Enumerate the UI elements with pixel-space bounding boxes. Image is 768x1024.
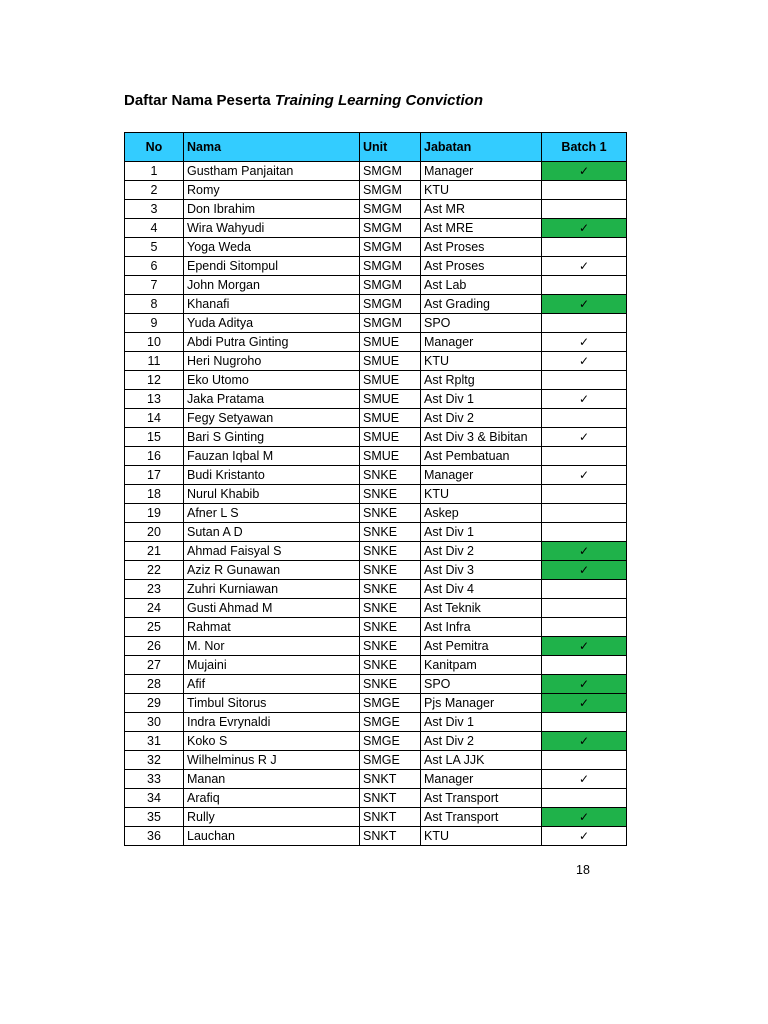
cell-unit: SNKE bbox=[360, 523, 421, 542]
table-row bbox=[125, 751, 627, 770]
cell-batch bbox=[542, 523, 627, 542]
cell-batch bbox=[542, 580, 627, 599]
checkmark-icon: ✓ bbox=[578, 696, 590, 710]
checkmark-icon: ✓ bbox=[578, 468, 590, 482]
cell-nama: Yuda Aditya bbox=[184, 314, 360, 333]
cell-unit: SMGM bbox=[360, 238, 421, 257]
cell-unit: SNKE bbox=[360, 599, 421, 618]
cell-nama: M. Nor bbox=[184, 637, 360, 656]
cell-nama: Rully bbox=[184, 808, 360, 827]
checkmark-icon: ✓ bbox=[578, 164, 590, 178]
cell-batch bbox=[542, 504, 627, 523]
title-italic: Training Learning Conviction bbox=[274, 92, 483, 109]
cell-nama: Sutan A D bbox=[184, 523, 360, 542]
cell-no: 33 bbox=[125, 770, 184, 789]
cell-unit: SMGM bbox=[360, 181, 421, 200]
cell-nama: Wira Wahyudi bbox=[184, 219, 360, 238]
cell-nama: Jaka Pratama bbox=[184, 390, 360, 409]
cell-no: 34 bbox=[125, 789, 184, 808]
cell-batch bbox=[542, 618, 627, 637]
cell-nama: Gustham Panjaitan bbox=[184, 162, 360, 181]
cell-batch bbox=[542, 713, 627, 732]
cell-jabatan: KTU bbox=[421, 352, 542, 371]
cell-nama: Manan bbox=[184, 770, 360, 789]
cell-batch bbox=[542, 390, 627, 409]
cell-nama: Lauchan bbox=[184, 827, 360, 846]
checkmark-icon: ✓ bbox=[578, 544, 590, 558]
table-body bbox=[125, 162, 627, 846]
cell-batch bbox=[542, 466, 627, 485]
cell-no: 7 bbox=[125, 276, 184, 295]
cell-no: 20 bbox=[125, 523, 184, 542]
cell-nama: Budi Kristanto bbox=[184, 466, 360, 485]
cell-jabatan: Kanitpam bbox=[421, 656, 542, 675]
cell-unit: SMGE bbox=[360, 713, 421, 732]
cell-nama: Wilhelminus R J bbox=[184, 751, 360, 770]
cell-batch bbox=[542, 219, 627, 238]
cell-unit: SMUE bbox=[360, 371, 421, 390]
cell-batch bbox=[542, 447, 627, 466]
cell-jabatan: Ast Proses bbox=[421, 238, 542, 257]
table-row bbox=[125, 656, 627, 675]
cell-no: 1 bbox=[125, 162, 184, 181]
cell-unit: SNKE bbox=[360, 504, 421, 523]
cell-jabatan: Ast Div 2 bbox=[421, 542, 542, 561]
cell-unit: SNKE bbox=[360, 466, 421, 485]
cell-nama: Afif bbox=[184, 675, 360, 694]
cell-unit: SMGM bbox=[360, 314, 421, 333]
cell-no: 26 bbox=[125, 637, 184, 656]
cell-unit: SNKT bbox=[360, 770, 421, 789]
checkmark-icon: ✓ bbox=[578, 259, 590, 273]
cell-nama: Indra Evrynaldi bbox=[184, 713, 360, 732]
checkmark-icon: ✓ bbox=[578, 392, 590, 406]
cell-no: 27 bbox=[125, 656, 184, 675]
cell-nama: John Morgan bbox=[184, 276, 360, 295]
cell-no: 4 bbox=[125, 219, 184, 238]
cell-jabatan: KTU bbox=[421, 485, 542, 504]
cell-no: 28 bbox=[125, 675, 184, 694]
cell-unit: SNKE bbox=[360, 542, 421, 561]
cell-unit: SMUE bbox=[360, 352, 421, 371]
cell-unit: SNKT bbox=[360, 808, 421, 827]
cell-jabatan: Ast Pembatuan bbox=[421, 447, 542, 466]
cell-batch bbox=[542, 789, 627, 808]
cell-unit: SNKE bbox=[360, 485, 421, 504]
cell-no: 25 bbox=[125, 618, 184, 637]
title-prefix: Daftar Nama Peserta bbox=[124, 92, 271, 109]
table-row bbox=[125, 580, 627, 599]
cell-nama: Abdi Putra Ginting bbox=[184, 333, 360, 352]
cell-batch bbox=[542, 295, 627, 314]
cell-batch bbox=[542, 276, 627, 295]
cell-jabatan: KTU bbox=[421, 181, 542, 200]
cell-nama: Heri Nugroho bbox=[184, 352, 360, 371]
cell-unit: SMGM bbox=[360, 200, 421, 219]
cell-no: 13 bbox=[125, 390, 184, 409]
checkmark-icon: ✓ bbox=[578, 221, 590, 235]
participant-table bbox=[124, 132, 627, 846]
table-row bbox=[125, 466, 627, 485]
cell-nama: Yoga Weda bbox=[184, 238, 360, 257]
cell-no: 5 bbox=[125, 238, 184, 257]
table-row bbox=[125, 333, 627, 352]
cell-jabatan: Manager bbox=[421, 333, 542, 352]
cell-nama: Zuhri Kurniawan bbox=[184, 580, 360, 599]
checkmark-icon: ✓ bbox=[578, 639, 590, 653]
cell-batch bbox=[542, 314, 627, 333]
cell-nama: Arafiq bbox=[184, 789, 360, 808]
cell-no: 31 bbox=[125, 732, 184, 751]
table-row bbox=[125, 808, 627, 827]
cell-jabatan: Ast Transport bbox=[421, 789, 542, 808]
cell-unit: SMGE bbox=[360, 732, 421, 751]
cell-no: 36 bbox=[125, 827, 184, 846]
cell-jabatan: Manager bbox=[421, 466, 542, 485]
cell-unit: SNKE bbox=[360, 656, 421, 675]
cell-nama: Eko Utomo bbox=[184, 371, 360, 390]
cell-batch bbox=[542, 827, 627, 846]
cell-jabatan: SPO bbox=[421, 675, 542, 694]
cell-jabatan: Ast Lab bbox=[421, 276, 542, 295]
table-row bbox=[125, 238, 627, 257]
cell-nama: Khanafi bbox=[184, 295, 360, 314]
cell-nama: Afner L S bbox=[184, 504, 360, 523]
cell-nama: Rahmat bbox=[184, 618, 360, 637]
cell-unit: SNKE bbox=[360, 580, 421, 599]
table-row bbox=[125, 485, 627, 504]
cell-unit: SMGM bbox=[360, 219, 421, 238]
cell-unit: SMGM bbox=[360, 257, 421, 276]
cell-jabatan: Ast Div 3 bbox=[421, 561, 542, 580]
table-row bbox=[125, 428, 627, 447]
cell-no: 10 bbox=[125, 333, 184, 352]
table-row bbox=[125, 390, 627, 409]
cell-jabatan: Askep bbox=[421, 504, 542, 523]
checkmark-icon: ✓ bbox=[578, 829, 590, 843]
cell-jabatan: Ast Teknik bbox=[421, 599, 542, 618]
table-row bbox=[125, 542, 627, 561]
cell-no: 12 bbox=[125, 371, 184, 390]
table-row bbox=[125, 637, 627, 656]
checkmark-icon: ✓ bbox=[578, 430, 590, 444]
table-row bbox=[125, 732, 627, 751]
cell-no: 17 bbox=[125, 466, 184, 485]
cell-nama: Timbul Sitorus bbox=[184, 694, 360, 713]
header-unit: Unit bbox=[360, 133, 421, 162]
cell-batch bbox=[542, 181, 627, 200]
table-row bbox=[125, 257, 627, 276]
cell-jabatan: Ast LA JJK bbox=[421, 751, 542, 770]
table-row bbox=[125, 561, 627, 580]
cell-no: 15 bbox=[125, 428, 184, 447]
cell-no: 2 bbox=[125, 181, 184, 200]
cell-unit: SMGM bbox=[360, 162, 421, 181]
cell-batch bbox=[542, 637, 627, 656]
header-nama: Nama bbox=[184, 133, 360, 162]
table-row bbox=[125, 371, 627, 390]
cell-nama: Bari S Ginting bbox=[184, 428, 360, 447]
cell-jabatan: Ast MRE bbox=[421, 219, 542, 238]
table-row bbox=[125, 789, 627, 808]
cell-nama: Nurul Khabib bbox=[184, 485, 360, 504]
cell-jabatan: Ast Transport bbox=[421, 808, 542, 827]
document-title bbox=[124, 92, 483, 109]
cell-batch bbox=[542, 732, 627, 751]
cell-unit: SMUE bbox=[360, 447, 421, 466]
cell-unit: SMGM bbox=[360, 295, 421, 314]
checkmark-icon: ✓ bbox=[578, 810, 590, 824]
cell-batch bbox=[542, 162, 627, 181]
cell-nama: Fauzan Iqbal M bbox=[184, 447, 360, 466]
cell-nama: Don Ibrahim bbox=[184, 200, 360, 219]
cell-batch bbox=[542, 656, 627, 675]
cell-unit: SMGE bbox=[360, 694, 421, 713]
cell-jabatan: Ast Div 3 & Bibitan bbox=[421, 428, 542, 447]
table-row bbox=[125, 694, 627, 713]
table-row bbox=[125, 314, 627, 333]
checkmark-icon: ✓ bbox=[578, 677, 590, 691]
cell-unit: SNKT bbox=[360, 789, 421, 808]
header-no: No bbox=[125, 133, 184, 162]
table-row bbox=[125, 599, 627, 618]
cell-batch bbox=[542, 675, 627, 694]
cell-jabatan: Ast Div 2 bbox=[421, 732, 542, 751]
table-row bbox=[125, 352, 627, 371]
cell-no: 18 bbox=[125, 485, 184, 504]
checkmark-icon: ✓ bbox=[578, 335, 590, 349]
cell-unit: SMUE bbox=[360, 390, 421, 409]
page-number: 18 bbox=[576, 863, 590, 877]
cell-jabatan: Ast Proses bbox=[421, 257, 542, 276]
checkmark-icon: ✓ bbox=[578, 354, 590, 368]
table-row bbox=[125, 200, 627, 219]
cell-batch bbox=[542, 200, 627, 219]
cell-no: 30 bbox=[125, 713, 184, 732]
cell-no: 3 bbox=[125, 200, 184, 219]
cell-jabatan: Ast Div 1 bbox=[421, 390, 542, 409]
cell-batch bbox=[542, 694, 627, 713]
table-row bbox=[125, 162, 627, 181]
cell-no: 35 bbox=[125, 808, 184, 827]
cell-no: 29 bbox=[125, 694, 184, 713]
cell-batch bbox=[542, 238, 627, 257]
cell-nama: Fegy Setyawan bbox=[184, 409, 360, 428]
checkmark-icon: ✓ bbox=[578, 563, 590, 577]
cell-jabatan: Manager bbox=[421, 770, 542, 789]
cell-jabatan: Ast MR bbox=[421, 200, 542, 219]
cell-nama: Ependi Sitompul bbox=[184, 257, 360, 276]
header-batch: Batch 1 bbox=[542, 133, 627, 162]
cell-batch bbox=[542, 808, 627, 827]
cell-nama: Mujaini bbox=[184, 656, 360, 675]
cell-jabatan: SPO bbox=[421, 314, 542, 333]
cell-jabatan: Ast Pemitra bbox=[421, 637, 542, 656]
cell-jabatan: Ast Infra bbox=[421, 618, 542, 637]
cell-nama: Romy bbox=[184, 181, 360, 200]
cell-batch bbox=[542, 352, 627, 371]
cell-no: 22 bbox=[125, 561, 184, 580]
cell-no: 23 bbox=[125, 580, 184, 599]
table-row bbox=[125, 295, 627, 314]
cell-jabatan: Ast Grading bbox=[421, 295, 542, 314]
cell-no: 14 bbox=[125, 409, 184, 428]
cell-batch bbox=[542, 751, 627, 770]
cell-batch bbox=[542, 542, 627, 561]
cell-jabatan: Ast Rpltg bbox=[421, 371, 542, 390]
cell-no: 11 bbox=[125, 352, 184, 371]
cell-no: 6 bbox=[125, 257, 184, 276]
cell-no: 8 bbox=[125, 295, 184, 314]
cell-batch bbox=[542, 257, 627, 276]
cell-no: 32 bbox=[125, 751, 184, 770]
cell-unit: SNKE bbox=[360, 618, 421, 637]
cell-unit: SMUE bbox=[360, 333, 421, 352]
table-row bbox=[125, 504, 627, 523]
table-row bbox=[125, 827, 627, 846]
table-row bbox=[125, 675, 627, 694]
cell-unit: SNKT bbox=[360, 827, 421, 846]
cell-no: 16 bbox=[125, 447, 184, 466]
cell-unit: SNKE bbox=[360, 637, 421, 656]
cell-unit: SMUE bbox=[360, 428, 421, 447]
header-jabatan: Jabatan bbox=[421, 133, 542, 162]
cell-jabatan: Ast Div 4 bbox=[421, 580, 542, 599]
checkmark-icon: ✓ bbox=[578, 734, 590, 748]
cell-jabatan: Ast Div 1 bbox=[421, 713, 542, 732]
cell-no: 24 bbox=[125, 599, 184, 618]
cell-batch bbox=[542, 485, 627, 504]
table-row bbox=[125, 219, 627, 238]
table-row bbox=[125, 276, 627, 295]
cell-jabatan: KTU bbox=[421, 827, 542, 846]
cell-nama: Gusti Ahmad M bbox=[184, 599, 360, 618]
table-header-row bbox=[125, 133, 627, 162]
table-row bbox=[125, 618, 627, 637]
cell-no: 9 bbox=[125, 314, 184, 333]
table-row bbox=[125, 181, 627, 200]
cell-batch bbox=[542, 371, 627, 390]
cell-unit: SNKE bbox=[360, 561, 421, 580]
table-row bbox=[125, 770, 627, 789]
cell-nama: Koko S bbox=[184, 732, 360, 751]
cell-no: 21 bbox=[125, 542, 184, 561]
cell-unit: SMUE bbox=[360, 409, 421, 428]
cell-unit: SNKE bbox=[360, 675, 421, 694]
cell-batch bbox=[542, 409, 627, 428]
cell-jabatan: Manager bbox=[421, 162, 542, 181]
cell-unit: SMGE bbox=[360, 751, 421, 770]
cell-no: 19 bbox=[125, 504, 184, 523]
checkmark-icon: ✓ bbox=[578, 297, 590, 311]
table-row bbox=[125, 409, 627, 428]
checkmark-icon: ✓ bbox=[578, 772, 590, 786]
cell-batch bbox=[542, 561, 627, 580]
cell-jabatan: Ast Div 1 bbox=[421, 523, 542, 542]
table-row bbox=[125, 447, 627, 466]
table-row bbox=[125, 523, 627, 542]
cell-jabatan: Pjs Manager bbox=[421, 694, 542, 713]
cell-nama: Ahmad Faisyal S bbox=[184, 542, 360, 561]
cell-batch bbox=[542, 599, 627, 618]
cell-batch bbox=[542, 770, 627, 789]
table-row bbox=[125, 713, 627, 732]
cell-batch bbox=[542, 333, 627, 352]
cell-unit: SMGM bbox=[360, 276, 421, 295]
cell-jabatan: Ast Div 2 bbox=[421, 409, 542, 428]
cell-nama: Aziz R Gunawan bbox=[184, 561, 360, 580]
cell-batch bbox=[542, 428, 627, 447]
